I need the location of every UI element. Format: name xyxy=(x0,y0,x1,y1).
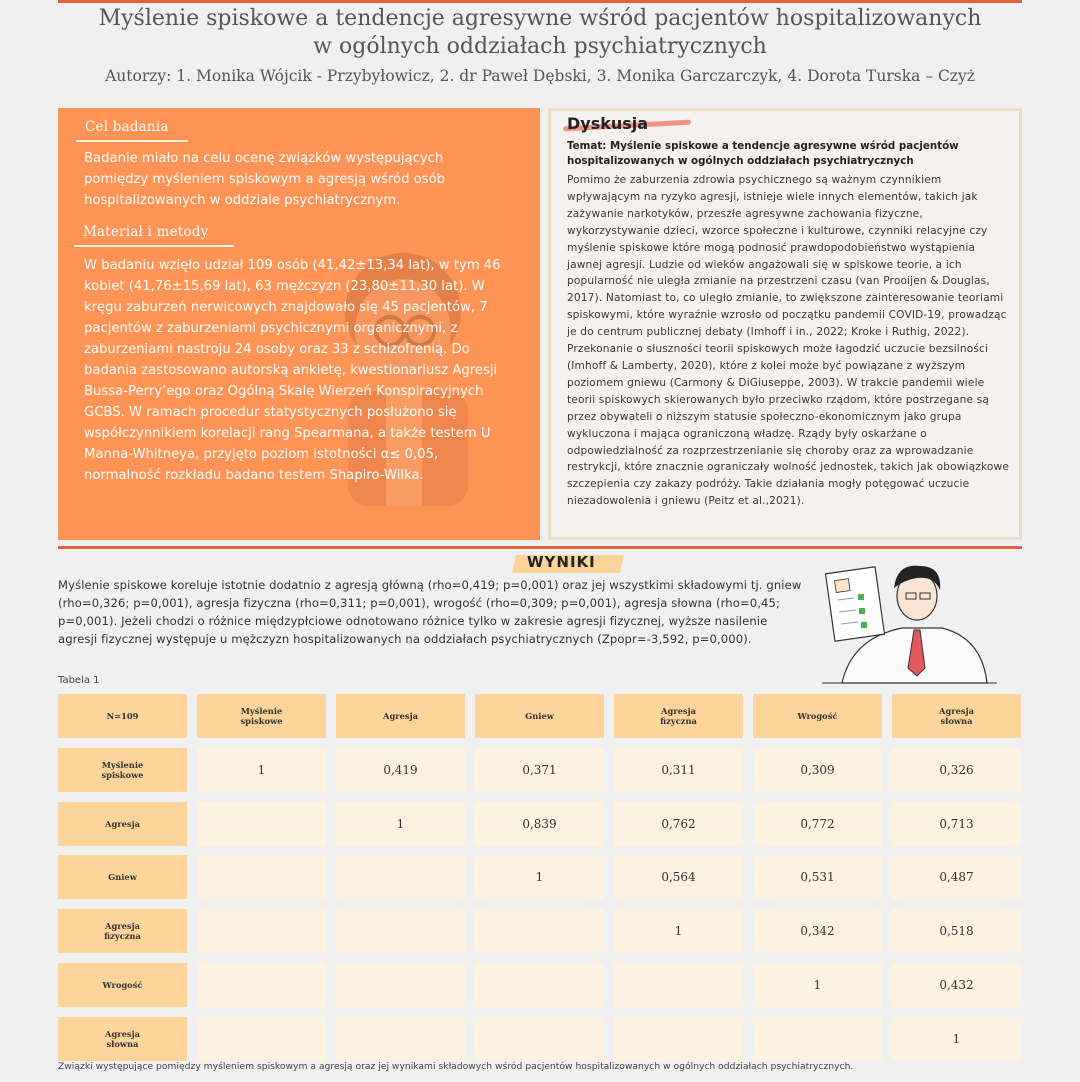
left-panel xyxy=(58,108,540,540)
table-cell xyxy=(336,963,465,1007)
table-cell: 0,487 xyxy=(892,855,1021,899)
table-cell: 0,432 xyxy=(892,963,1021,1007)
table-row-label: Agresja xyxy=(58,802,187,846)
table-caption: Związki występujące pomiędzy myśleniem spiskowym a agresją oraz jej wynikami składowych wśród pacjentów hospitalizowanych w ogólnych oddziałach psychiatrycznych. xyxy=(58,1061,854,1072)
poster-title xyxy=(40,5,1040,61)
table-header-cell: N=109 xyxy=(58,694,187,738)
dyskusja-temat: Temat: Myślenie spiskowe a tendencje agresywne wśród pacjentów hospitalizowanych w ogólnych oddziałach psychiatrycznych xyxy=(567,140,959,167)
table-cell: 0,839 xyxy=(475,802,604,846)
table-cell: 1 xyxy=(614,909,743,953)
cel-heading: Cel badania xyxy=(85,119,169,135)
table-row-label: Gniew xyxy=(58,855,187,899)
table-header-cell: Gniew xyxy=(475,694,604,738)
table-cell xyxy=(753,1017,882,1061)
table-row-label: Agresja fizyczna xyxy=(58,909,187,953)
table-cell: 1 xyxy=(475,855,604,899)
top-rule xyxy=(58,0,1022,3)
dyskusja-panel xyxy=(548,108,1022,540)
cel-text: Badanie miało na celu ocenę związków występujących pomiędzy myśleniem spiskowym a agresją wśród osób hospitalizowanych w oddziale psychiatrycznym. xyxy=(84,151,446,208)
cel-underline xyxy=(76,140,188,142)
table-cell: 0,762 xyxy=(614,802,743,846)
table-header-cell: Agresja słowna xyxy=(892,694,1021,738)
table-cell: 1 xyxy=(336,802,465,846)
table-row-label: Myślenie spiskowe xyxy=(58,748,187,792)
man-holding-checklist-illustration xyxy=(822,558,1002,686)
table-cell: 0,326 xyxy=(892,748,1021,792)
table-cell xyxy=(197,802,326,846)
table-cell: 0,564 xyxy=(614,855,743,899)
table-cell xyxy=(475,909,604,953)
dyskusja-text: Pomimo że zaburzenia zdrowia psychicznego są ważnym czynnikiem wpływającym na ryzyko agresji, istnieje wiele innych elementów, takich jak zażywanie narkotyków, przeszłe agresywne zachowania fizyczne, wykorzystywanie dzieci, wzorce społeczne i kulturowe, czynniki relacyjne czy myślenie spiskowe które mogą podnosić prawdopodobieństwo wystąpienia jawnej agresji. Ludzie od wieków angażowali się w spiskowe teorie, a ich popularność nie uległa zmianie na przestrzeni czasu (van Prooijen & Douglas, 2017). Natomiast to, co uległo zmianie, to zwiększone zainteresowanie teoriami spiskowymi, które wyraźnie wzrosło od początku pandemii COVID-19, prowadząc je do centrum publicznej debaty (Imhoff i in., 2022; Kroke i Ruthig, 2022). Przekonanie o słuszności teorii spiskowych może łagodzić uczucie bezsilności (Imhoff & Lamberty, 2020), które z kolei może być powiązane z wyższym poziomem gniewu (Carmony & DiGiuseppe, 2003). W trakcie pandemii wiele teorii spiskowych skierowanych było przeciwko rządom, które postrzegane są przez obywateli o niższym statusie społeczno-ekonomicznym jako grupa wykluczona i mająca ograniczoną władzę. Rządy były oskarżane o odpowiedzialność za rozprzestrzenianie się choroby oraz za wprowadzanie restrykcji, które znacznie ograniczały wolność jednostek, takich jak obowiązkowe szczepienia czy zakazy podróży. Takie działania mogły potęgować uczucie niezadowolenia i gniewu (Peitz et al.,2021). xyxy=(567,174,1009,508)
title-line-2: w ogólnych oddziałach psychiatrycznych xyxy=(313,34,767,59)
metody-text: W badaniu wzięło udział 109 osób (41,42±13,34 lat), w tym 46 kobiet (41,76±15,69 lat), 63 mężczyzn (23,80±11,30 lat). W kręgu zaburzeń nerwicowych znajdowało się 45 pacjentów, 7 pacjentów z zaburzeniami psychicznymi organicznymi, z zaburzeniami nastroju 24 osoby oraz 33 z schizofrenią. Do badania zastosowano autorską ankietę, kwestionariusz Agresji Bussa-Perry’ego oraz Ogólną Skalę Wierzeń Konspiracyjnych GCBS. W ramach procedur statystycznych posłużono się współczynnikiem korelacji rang Spearmana, a także testem U Manna-Whitneya, przyjęto poziom istotności α≤ 0,05, normalność rozkładu badano testem Shapiro-Wilka. xyxy=(84,258,501,483)
table-cell xyxy=(197,909,326,953)
table-header-cell: Agresja fizyczna xyxy=(614,694,743,738)
section-divider xyxy=(58,546,1022,549)
table-header-cell: Agresja xyxy=(336,694,465,738)
table-cell: 0,342 xyxy=(753,909,882,953)
table-cell: 0,311 xyxy=(614,748,743,792)
dyskusja-heading: Dyskusja xyxy=(567,114,649,133)
wyniki-text: Myślenie spiskowe koreluje istotnie dodatnio z agresją główną (rho=0,419; p=0,001) oraz jej wszystkimi składowymi tj. gniew (rho=0,326; p=0,001), agresja fizyczna (rho=0,311; p=0,001), wrogość (rho=0,309; p=0,001), agresja słowna (rho=0,45; p=0,001). Jeżeli chodzi o różnice międzypłciowe odnotowano różnice tylko w zakresie agresji fizycznej, wyższe nasilenie agresji fizycznej występuje u mężczyzn hospitalizowanych na oddziałach psychiatrycznych (Zpopr=-3,592, p=0,000). xyxy=(58,578,802,646)
table-cell: 0,713 xyxy=(892,802,1021,846)
table-cell: 0,419 xyxy=(336,748,465,792)
table-cell: 1 xyxy=(892,1017,1021,1061)
title-line-1: Myślenie spiskowe a tendencje agresywne wśród pacjentów hospitalizowanych xyxy=(98,6,982,31)
table-cell xyxy=(475,963,604,1007)
metody-heading: Materiał i metody xyxy=(83,224,209,240)
table-cell: 1 xyxy=(197,748,326,792)
authors-line: Autorzy: 1. Monika Wójcik - Przybyłowicz, 2. dr Paweł Dębski, 3. Monika Garczarczyk, 4. Dorota Turska – Czyż xyxy=(105,67,975,85)
table-cell: 0,518 xyxy=(892,909,1021,953)
table-cell: 0,531 xyxy=(753,855,882,899)
metody-underline xyxy=(74,245,234,247)
table-cell: 0,309 xyxy=(753,748,882,792)
table-cell: 1 xyxy=(753,963,882,1007)
table-label: Tabela 1 xyxy=(58,675,100,686)
table-cell xyxy=(614,963,743,1007)
table-row-label: Agresja słowna xyxy=(58,1017,187,1061)
table-cell xyxy=(197,855,326,899)
table-cell xyxy=(336,1017,465,1061)
table-cell: 0,371 xyxy=(475,748,604,792)
table-cell: 0,772 xyxy=(753,802,882,846)
table-cell xyxy=(336,909,465,953)
table-header-cell: Wrogość xyxy=(753,694,882,738)
table-header-cell: Myślenie spiskowe xyxy=(197,694,326,738)
table-cell xyxy=(614,1017,743,1061)
table-cell xyxy=(197,963,326,1007)
table-cell xyxy=(475,1017,604,1061)
wyniki-heading: WYNIKI xyxy=(527,553,596,571)
table-cell xyxy=(197,1017,326,1061)
table-cell xyxy=(336,855,465,899)
table-row-label: Wrogość xyxy=(58,963,187,1007)
